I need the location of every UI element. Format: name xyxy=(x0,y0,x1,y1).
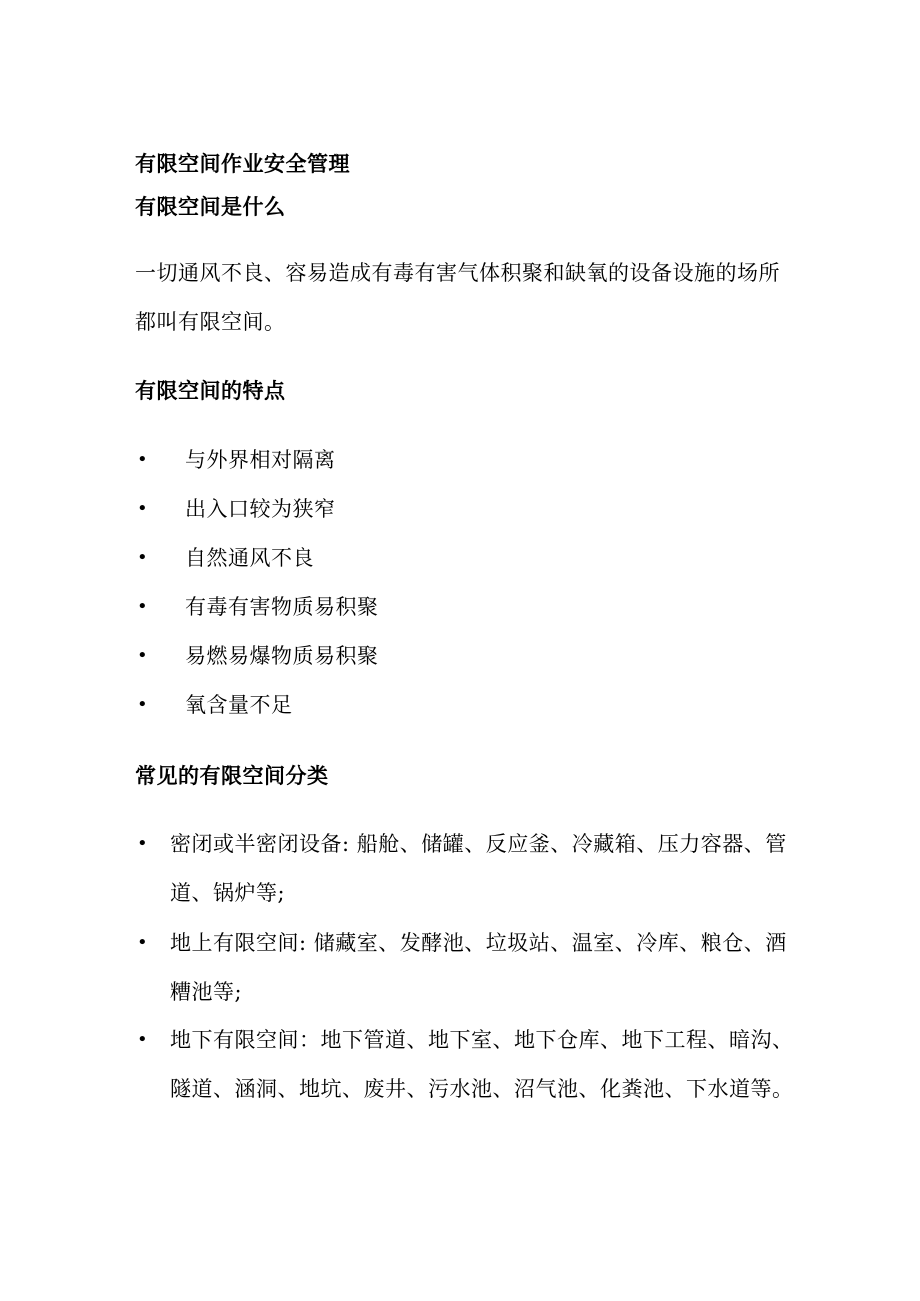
document-title: 有限空间作业安全管理 xyxy=(135,152,350,176)
classification-item-line: 道、锅炉等; xyxy=(170,881,286,905)
list-item: 易燃易爆物质易积聚 xyxy=(185,644,379,668)
bullet-icon: • xyxy=(137,449,148,470)
section-heading-classification: 常见的有限空间分类 xyxy=(135,764,329,788)
classification-item-line: 糟池等; xyxy=(170,980,243,1004)
bullet-icon: • xyxy=(137,1029,148,1050)
section-heading-what-is: 有限空间是什么 xyxy=(135,195,286,219)
bullet-icon: • xyxy=(137,645,148,666)
classification-item-line: 密闭或半密闭设备: 船舱、储罐、反应釜、冷藏箱、压力容器、管 xyxy=(170,832,787,856)
list-item: 氧含量不足 xyxy=(185,693,293,717)
section-heading-characteristics: 有限空间的特点 xyxy=(135,379,286,403)
bullet-icon: • xyxy=(137,932,148,953)
list-item: 出入口较为狭窄 xyxy=(185,497,336,521)
classification-item-line: 隧道、涵洞、地坑、废井、污水池、沼气池、化粪池、下水道等。 xyxy=(170,1077,794,1101)
list-item: 自然通风不良 xyxy=(185,546,314,570)
list-item: 与外界相对隔离 xyxy=(185,448,336,472)
bullet-icon: • xyxy=(137,498,148,519)
bullet-icon: • xyxy=(137,833,148,854)
classification-item-line: 地上有限空间: 储藏室、发酵池、垃圾站、温室、冷库、粮仓、酒 xyxy=(170,931,787,955)
bullet-icon: • xyxy=(137,694,148,715)
bullet-icon: • xyxy=(137,547,148,568)
list-item: 有毒有害物质易积聚 xyxy=(185,595,379,619)
definition-paragraph-line-1: 一切通风不良、容易造成有毒有害气体积聚和缺氧的设备设施的场所 xyxy=(135,261,780,285)
bullet-icon: • xyxy=(137,596,148,617)
classification-item-line: 地下有限空间：地下管道、地下室、地下仓库、地下工程、暗沟、 xyxy=(170,1028,794,1052)
definition-paragraph-line-2: 都叫有限空间。 xyxy=(135,310,286,334)
